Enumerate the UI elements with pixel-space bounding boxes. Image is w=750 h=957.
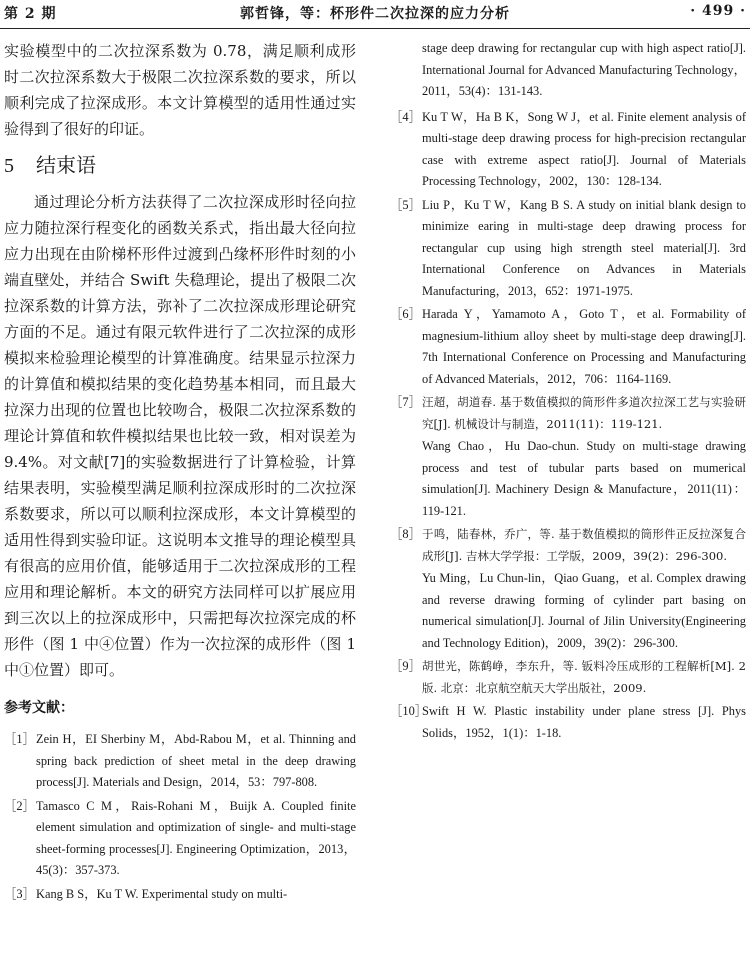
reference-label: ［10］ [390,704,428,718]
reference-item [390,195,746,303]
section-title: 结束语 [36,153,96,177]
reference-label: ［3］ [4,886,35,901]
references-heading: 参考文献： [4,700,74,716]
reference-continuation: stage deep drawing for rectangular cup with high aspect ratio[J]. International Journal for Advanced Manufacturing Technology，2011，53(4)：131-143. [422,41,746,98]
reference-label: ［8］ [390,527,421,541]
reference-text: Swift H W. Plastic instability under plane stress [J]. Phys Solids，1952，1(1)：1-18. [422,704,746,740]
reference-item [390,107,746,193]
reference-text: Liu P，Ku T W，Kang B S. A study on initial blank design to minimize earing in multi-stage deep drawing process for rectangular cup using high strength steel material[J]. 3rd International Conference on Advances in Materials Manufacturing，2013，652：1971-1975. [422,197,746,298]
reference-label: ［4］ [390,109,421,124]
reference-label: ［9］ [390,659,421,673]
body-paragraph: 实验模型中的二次拉深系数为 0.78，满足顺利成形时二次拉深系数大于极限二次拉深系数的要求，所以顺利完成了拉深成形。本文计算模型的适用性通过实验得到了很好的印证。 [4,42,356,138]
reference-text: Tamasco C M，Rais-Rohani M，Buijk A. Coupled finite element simulation and optimization of single- and multi-stage sheet-forming processes[J]. Engineering Optimization，2013，45(3)：357-373. [36,798,356,877]
section-number: 5 [4,155,14,177]
reference-text-chinese: 胡世光，陈鹤峥，李东升，等. 钣料冷压成形的工程解析[M]. 2 版. 北京：北京航空航天大学出版社，2009. [422,659,746,695]
running-title: 郭哲锋，等：杯形件二次拉深的应力分析 [240,6,510,22]
reference-item [390,656,746,699]
running-header [0,0,750,29]
reference-item [390,392,746,522]
reference-item [4,729,356,794]
reference-text: Ku T W，Ha B K，Song W J，et al. Finite element analysis of multi-stage deep drawing process for high-precision rectangular case with extreme aspect ratio[J]. Journal of Materials Processing Technology，2002，130：128-134. [422,109,746,188]
reference-item [390,524,746,654]
reference-text: Kang B S，Ku T W. Experimental study on multi- [36,886,288,901]
reference-label: ［2］ [4,798,35,813]
reference-text-english: Yu Ming，Lu Chun-lin，Qiao Guang，et al. Complex drawing and reverse drawing forming of cylinder part basing on numerical simulation[J]. Journal of Jilin University(Engineering and Technology Edition)，2009，39(2)：296-300. [422,571,746,650]
reference-text-english: Wang Chao，Hu Dao-chun. Study on multi-stage drawing process and test of tubular parts based on mumerical simulation[J]. Machinery Design & Manufacture，2011(11)：119-121. [422,439,746,518]
reference-label: ［7］ [390,395,421,409]
reference-item [4,796,356,882]
right-column [390,38,746,746]
reference-text: Zein H，EI Sherbiny M，Abd-Rabou M，et al. Thinning and spring back prediction of sheet metal in the deep drawing process[J]. Materials and Design，2014，53：797-808. [36,732,356,789]
reference-label: ［5］ [390,197,421,212]
reference-text-chinese: 于鸣，陆春林，乔广，等. 基于数值模拟的筒形件正反拉深复合成形[J]. 吉林大学学报：工学版，2009，39(2)：296-300. [422,527,746,563]
reference-label: ［6］ [390,307,421,321]
reference-item [390,701,746,744]
conclusion-paragraph: 通过理论分析方法获得了二次拉深成形时径向拉应力随拉深行程变化的函数关系式，指出最大径向拉应力出现在由阶梯杯形件过渡到凸缘杯形件时刻的小端直壁处，并结合 Swift 失稳理论，提出了极限二次拉深系数的计算方法，弥补了二次拉深成形理论研究方面的不足。通过有限元软件进行了二次拉深的成形模拟来检验理论模型的计算准确度。结果显示拉深力的计算值和模拟结果的变化趋势基本相同，而且最大拉深力出现的位置也比较吻合，极限二次拉深系数的理论计算值和软件模拟结果也比较一致，相对误差为 9.4%。对文献[7]的实验数据进行了计算检验，计算结果表明，实验模型满足顺利拉深成形时的二次拉深系数要求，所以可以顺利拉深成形，本文计算模型的适用性得到实验印证。这说明本文推导的理论模型具有很高的应用价值，能够适用于二次拉深成形的工程应用和理论解析。本文的研究方法同样可以扩展应用到三次以上的拉深成形中，只需把每次拉深完成的杯形件（图 1 中④位置）作为一次拉深的成形件（图 1 中①位置）即可。 [4,193,356,679]
reference-label: ［1］ [4,732,35,746]
reference-item [4,884,356,906]
page-number: · 499 · [690,3,746,19]
reference-item [390,304,746,390]
issue-number: 第 2 期 [4,6,57,22]
section-heading [4,152,356,179]
reference-text-chinese: 汪超，胡道春. 基于数值模拟的筒形件多道次拉深工艺与实验研究[J]. 机械设计与制造，2011(11)：119-121. [422,395,746,431]
left-column [4,38,356,907]
reference-text: Harada Y，Yamamoto A，Goto T，et al. Formability of magnesium-lithium alloy sheet by multi-stage deep drawing[J]. 7th International Conference on Processing and Manufacturing of Advanced Materials，2012，706：1164-1169. [422,307,746,386]
